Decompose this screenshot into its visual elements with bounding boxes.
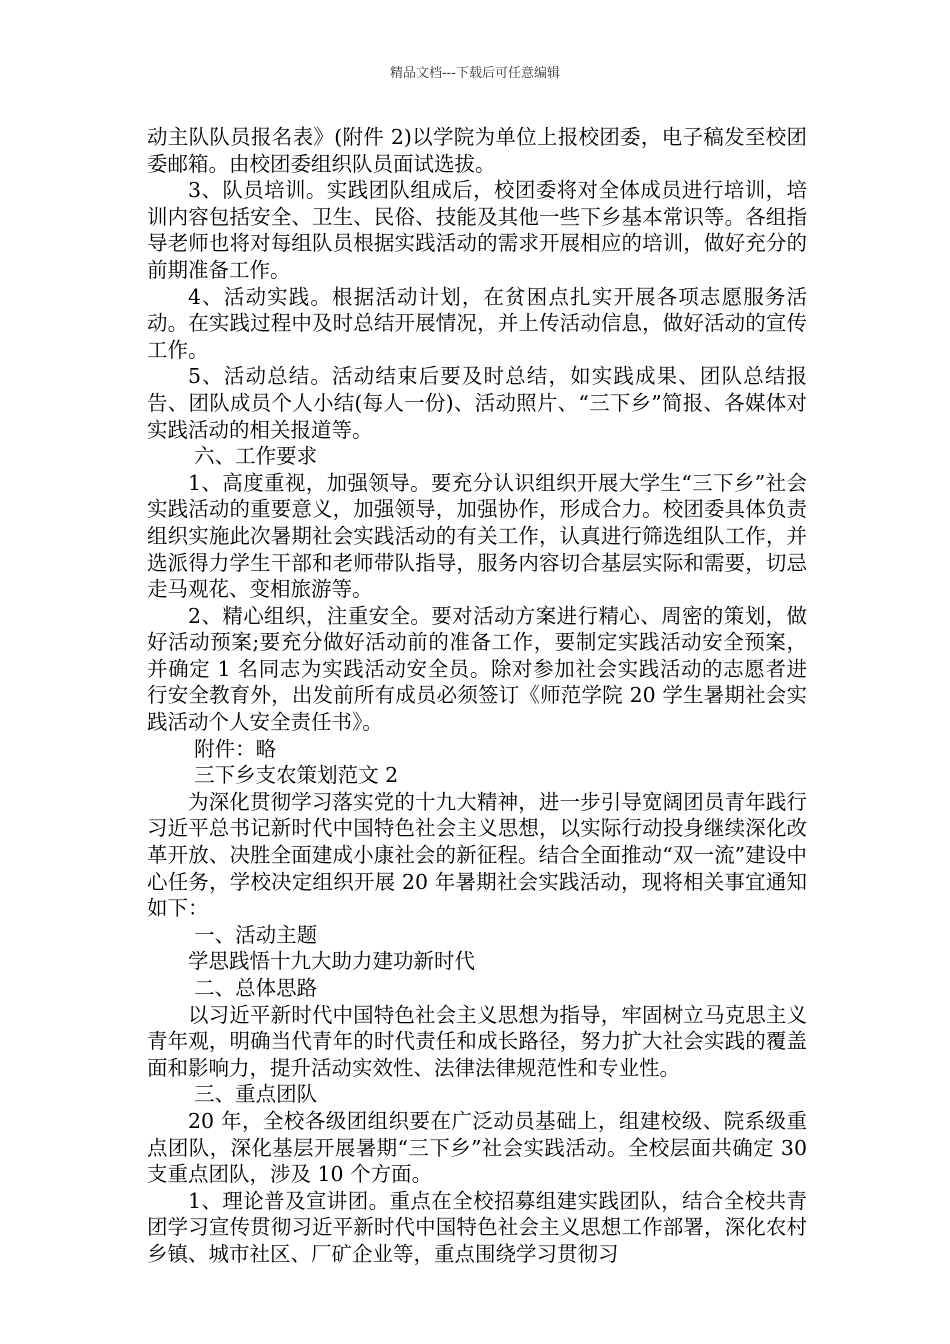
paragraph-safety: 2、精心组织，注重安全。要对活动方案进行精心、周密的策划，做好活动预案;要充分做好活动前的准备工作，要制定实践活动安全预案，并确定 1 名同志为实践活动安全员。除对参加社会实践活动的志愿者进行安全教育外，出发前所有成员必须签订《师范学院 20 学生暑期社会实践活动个人安全责任书》。 bbox=[147, 603, 807, 735]
paragraph-intro: 为深化贯彻学习落实党的十九大精神，进一步引导宽阔团员青年践行习近平总书记新时代中国特色社会主义思想，以实际行动投身继续深化改革开放、决胜全面建成小康社会的新征程。结合全面推动“双一流”建设中心任务，学校决定组织开展 20 年暑期社会实践活动，现将相关事宜通知如下： bbox=[147, 789, 807, 921]
paragraph-key-teams: 20 年，全校各级团组织要在广泛动员基础上，组建校级、院系级重点团队，深化基层开展暑期“三下乡”社会实践活动。全校层面共确定 30 支重点团队，涉及 10 个方面。 bbox=[147, 1108, 807, 1187]
paragraph-theory-team: 1、理论普及宣讲团。重点在全校招募组建实践团队，结合全校共青团学习宣传贯彻习近平新时代中国特色社会主义思想工作部署，深化农村乡镇、城市社区、厂矿企业等，重点围绕学习贯彻习 bbox=[147, 1188, 807, 1266]
section-heading-theme: 一、活动主题 bbox=[194, 922, 318, 947]
section-heading-work-requirements: 六、工作要求 bbox=[194, 444, 318, 469]
paragraph-theme: 学思践悟十九大助力建功新时代 bbox=[188, 949, 475, 974]
document-body bbox=[147, 124, 807, 1268]
section-heading-key-teams: 三、重点团队 bbox=[194, 1082, 318, 1107]
paragraph-team-training: 3、队员培训。实践团队组成后，校团委将对全体成员进行培训，培训内容包括安全、卫生、民俗、技能及其他一些下乡基本常识等。各组指导老师也将对每组队员根据实践活动的需求开展相应的培训，做好充分的前期准备工作。 bbox=[147, 178, 807, 282]
page-header: 精品文档---下载后可任意编辑 bbox=[389, 66, 561, 81]
section-heading-sample-2: 三下乡支农策划范文 2 bbox=[194, 763, 399, 788]
paragraph-overall-approach: 以习近平新时代中国特色社会主义思想为指导，牢固树立马克思主义青年观，明确当代青年的时代责任和成长路径，努力扩大社会实践的覆盖面和影响力，提升活动实效性、法律法律规范性和专业性。 bbox=[147, 1002, 807, 1080]
paragraph-leadership: 1、高度重视，加强领导。要充分认识组织开展大学生“三下乡”社会实践活动的重要意义，加强领导，加强协作，形成合力。校团委具体负责组织实施此次暑期社会实践活动的有关工作，认真进行筛选组队工作，并选派得力学生干部和老师带队指导，服务内容切合基层实际和需要，切忌走马观花、变相旅游等。 bbox=[147, 470, 807, 602]
paragraph-continuation: 动主队队员报名表》(附件 2)以学院为单位上报校团委，电子稿发至校团委邮箱。由校团委组织队员面试选拔。 bbox=[147, 125, 807, 176]
section-heading-overall-approach: 二、总体思路 bbox=[194, 976, 318, 1000]
paragraph-activity-practice: 4、活动实践。根据活动计划，在贫困点扎实开展各项志愿服务活动。在实践过程中及时总结开展情况，并上传活动信息，做好活动的宣传工作。 bbox=[147, 284, 807, 362]
attachment-note: 附件：略 bbox=[194, 736, 277, 761]
paragraph-activity-summary: 5、活动总结。活动结束后要及时总结，如实践成果、团队总结报告、团队成员个人小结(每人一份)、活动照片、“三下乡”简报、各媒体对实践活动的相关报道等。 bbox=[147, 364, 807, 442]
